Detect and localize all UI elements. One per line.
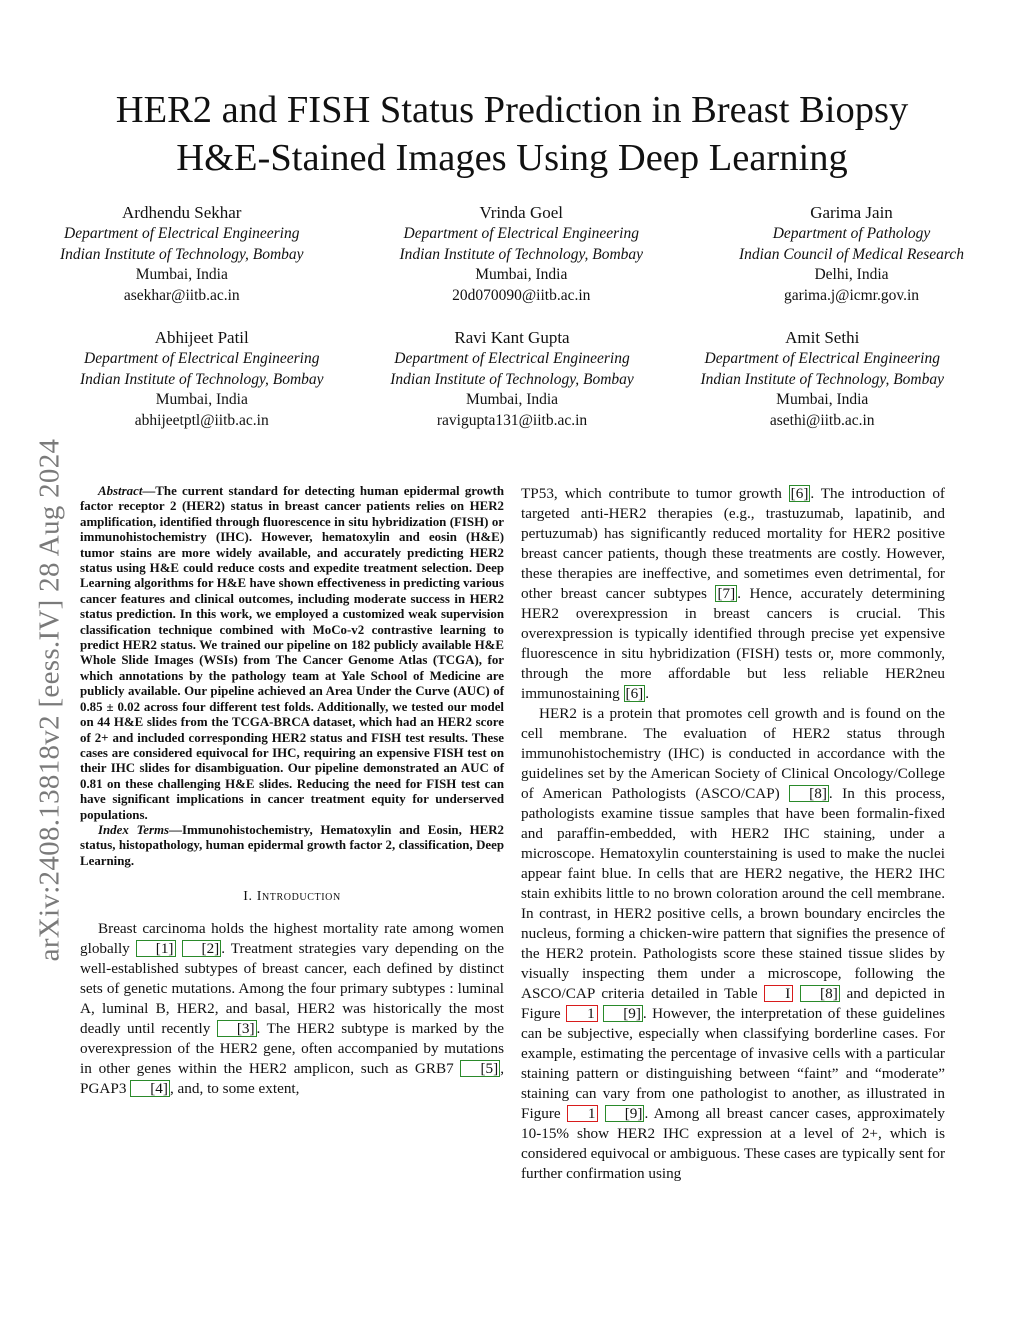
author-institution: Indian Institute of Technology, Bombay bbox=[80, 370, 324, 388]
author-city: Mumbai, India bbox=[155, 391, 248, 408]
text-run: . The HER2 subtype is marked by the overexpression of the HER2 gene, often accompanied by mutations in other genes within the HER2 amplicon, such as GRB7 bbox=[80, 1020, 504, 1078]
citation-link[interactable]: [6] bbox=[790, 485, 809, 502]
left-column bbox=[80, 484, 504, 1099]
intro-paragraph-1 bbox=[80, 919, 504, 1099]
text-run: . Among all breast cancer cases, approximately 10-15% show HER2 IHC expression at a level of 2+, which is considered equivocal or ambiguous. These cases are typically sent for further confirmation using bbox=[521, 1105, 946, 1182]
author-block bbox=[739, 202, 964, 306]
author-department: Department of Electrical Engineering bbox=[64, 225, 300, 242]
author-name: Ardhendu Sekhar bbox=[122, 203, 242, 222]
author-email[interactable]: asekhar@iitb.ac.in bbox=[123, 286, 240, 304]
author-block bbox=[60, 202, 304, 306]
author-name: Abhijeet Patil bbox=[154, 328, 249, 347]
citation-link[interactable]: [9] bbox=[605, 1105, 645, 1122]
text-run: . In this process, pathologists examine tissue samples that have been formalin-fixed and paraffin-embedded, with HER2 IHC staining, under a microscope. Hematoxylin counterstaining is used to make the nuclei appear faint blue. In cells that are HER2 negative, the HER2 IHC stain exhibits little to no brown coloration around the cell membrane. In contrast, in HER2 positive cells, a brown boundary encircles the nucleus, forming a chicken-wire pattern that signifies the presence of the HER2 protein. Pathologists score these stained tissue slides by visually inspecting them under a microscope, following the ASCO/CAP criteria detailed in Table bbox=[521, 785, 945, 1002]
body-paragraph-continued bbox=[521, 484, 945, 704]
author-institution: Indian Institute of Technology, Bombay bbox=[390, 370, 634, 388]
text-run: , and, to some extent, bbox=[169, 1080, 300, 1098]
author-name: Amit Sethi bbox=[785, 328, 860, 347]
citation-link[interactable]: [2] bbox=[182, 940, 222, 957]
arxiv-identifier: arXiv:2408.13818v2 [eess.IV] 28 Aug 2024 bbox=[33, 438, 66, 962]
author-city: Mumbai, India bbox=[475, 266, 568, 283]
author-email[interactable]: ravigupta131@iitb.ac.in bbox=[436, 411, 588, 429]
author-email[interactable]: garima.j@icmr.gov.in bbox=[783, 286, 920, 304]
table-ref-link[interactable]: I bbox=[764, 985, 793, 1002]
citation-link[interactable]: [8] bbox=[800, 985, 840, 1002]
title-line-1: HER2 and FISH Status Prediction in Breast Biopsy bbox=[115, 89, 909, 131]
author-institution: Indian Institute of Technology, Bombay bbox=[60, 245, 304, 263]
author-city: Mumbai, India bbox=[776, 391, 869, 408]
text-run: TP53, which contribute to tumor growth bbox=[521, 485, 789, 502]
citation-link[interactable]: [8] bbox=[789, 785, 829, 802]
author-email[interactable]: abhijeetptl@iitb.ac.in bbox=[134, 411, 269, 429]
citation-link[interactable]: [1] bbox=[136, 940, 176, 957]
citation-link[interactable]: [4] bbox=[130, 1080, 170, 1097]
index-terms-text: —Immunohistochemistry, Hematoxylin and Eosin, HER2 status, histopathology, human epidermal growth factor 2, classification, Deep Learning. bbox=[80, 822, 504, 868]
citation-link[interactable]: [7] bbox=[717, 585, 736, 602]
abstract-label: Abstract bbox=[98, 484, 143, 498]
author-email[interactable]: 20d070090@iitb.ac.in bbox=[452, 286, 591, 304]
author-block bbox=[400, 202, 644, 306]
index-terms-label: Index Terms bbox=[98, 822, 170, 837]
body-paragraph-2 bbox=[521, 704, 945, 1184]
text-run: . The introduction of targeted anti-HER2 therapies (e.g., trastuzumab, lapatinib, and pertuzumab) has significantly reduced mortality for HER2 positive breast cancer patients, though these treatments are costly. However, these therapies are ineffective, and sometimes even detrimental, for other breast cancer subtypes bbox=[521, 485, 945, 602]
author-institution: Indian Institute of Technology, Bombay bbox=[399, 245, 644, 263]
author-institution: Indian Institute of Technology, Bombay bbox=[700, 370, 944, 388]
text-run: and depicted in Figure bbox=[521, 985, 946, 1022]
author-row-2 bbox=[80, 327, 944, 431]
title-line-2: H&E-Stained Images Using Deep Learning bbox=[176, 137, 848, 179]
author-department: Department of Electrical Engineering bbox=[704, 350, 940, 367]
text-run: . bbox=[645, 685, 650, 702]
author-department: Department of Electrical Engineering bbox=[403, 225, 639, 242]
author-row-1 bbox=[60, 202, 964, 306]
index-terms bbox=[80, 823, 504, 869]
paper-title bbox=[60, 86, 964, 182]
author-department: Department of Pathology bbox=[772, 225, 931, 242]
text-run bbox=[793, 985, 800, 1002]
author-department: Department of Electrical Engineering bbox=[394, 350, 630, 367]
citation-link[interactable]: [3] bbox=[217, 1020, 257, 1037]
citation-link[interactable]: [6] bbox=[625, 685, 644, 702]
text-run: HER2 is a protein that promotes cell growth and is found on the cell membrane. The evaluation of HER2 status through immunohistochemistry (IHC) is conducted in accordance with the guidelines set by the American Society of Clinical Oncology/College of American Pathologists (ASCO/CAP) bbox=[521, 705, 945, 802]
citation-link[interactable]: [5] bbox=[460, 1060, 500, 1077]
abstract-text: —The current standard for detecting human epidermal growth factor receptor 2 (HER2) status in breast cancer patients relies on HER2 amplification, identified through fluorescence in situ hybridization (FISH) or immunohistochemistry (IHC). However, hematoxylin and eosin (H&E) tumor stains are more widely available, and accurately predicting HER2 status using H&E could reduce costs and expedite treatment selection. Deep Learning algorithms for H&E have shown effectiveness in predicting various cancer features and clinical outcomes, including moderate success in HER2 status prediction. In this work, we employed a customized weak supervision classification technique combined with MoCo-v2 contrastive learning to predict HER2 status. We trained our pipeline on 182 publicly available H&E Whole Slide Images (WSIs) from The Cancer Genome Atlas (TCGA), for which annotations by the pathology team at Yale School of Medicine are publicly available. Our pipeline achieved an Area Under the Curve (AUC) of 0.85 ± 0.02 across four different test folds. Additionally, we tested our model on 44 H&E slides from the TCGA-BRCA dataset, which had an HER2 score of 2+ and included corresponding HER2 status and FISH test results. These cases are considered equivocal for IHC, requiring an expensive FISH test on their IHC slides for disambiguation. Our pipeline demonstrated an AUC of 0.81 on these challenging H&E slides. Reducing the need for FISH test can have significant implications in cancer treatment equity for underserved populations. bbox=[80, 484, 504, 822]
section-number: I. bbox=[243, 889, 253, 905]
right-column bbox=[521, 484, 945, 1184]
citation-link[interactable]: [9] bbox=[603, 1005, 643, 1022]
section-title: Introduction bbox=[256, 889, 341, 905]
abstract bbox=[80, 484, 504, 823]
author-city: Mumbai, India bbox=[135, 266, 228, 283]
author-name: Garima Jain bbox=[810, 203, 893, 222]
figure-ref-link[interactable]: 1 bbox=[567, 1105, 599, 1122]
author-block bbox=[390, 327, 634, 431]
author-name: Ravi Kant Gupta bbox=[454, 328, 570, 347]
author-block bbox=[80, 327, 324, 431]
text-run: Breast carcinoma holds the highest mortality rate among women globally bbox=[80, 920, 504, 958]
author-email[interactable]: asethi@iitb.ac.in bbox=[769, 411, 875, 429]
author-name: Vrinda Goel bbox=[479, 203, 563, 222]
author-city: Mumbai, India bbox=[465, 391, 559, 408]
text-run: . However, the interpretation of these guidelines can be subjective, especially when classifying borderline cases. For example, estimating the percentage of invasive cells with a particular staining pattern or distinguishing between “faint” and “moderate” staining can vary from one pathologist to another, as illustrated in Figure bbox=[521, 1005, 946, 1122]
author-block bbox=[700, 327, 944, 431]
author-institution: Indian Council of Medical Research bbox=[739, 245, 964, 263]
author-department: Department of Electrical Engineering bbox=[84, 350, 320, 367]
author-city: Delhi, India bbox=[814, 266, 889, 283]
text-run: . Treatment strategies vary depending on the well-established subtypes of breast cancer, each defined by distinct sets of genetic mutations. Among the four primary subtypes : luminal A, luminal B, HER2, and basal, HER2 was historically the most deadly until recently bbox=[80, 940, 504, 1038]
section-heading bbox=[80, 887, 504, 907]
text-run: . Hence, accurately determining HER2 overexpression in breast cancers is crucial. This overexpression is typically identified through precise yet expensive fluorescence in situ hybridization (FISH) tests or, more commonly, through the more affordable but less reliable HER2neu immunostaining bbox=[521, 585, 946, 702]
text-run: , PGAP3 bbox=[80, 1060, 504, 1098]
figure-ref-link[interactable]: 1 bbox=[566, 1005, 598, 1022]
